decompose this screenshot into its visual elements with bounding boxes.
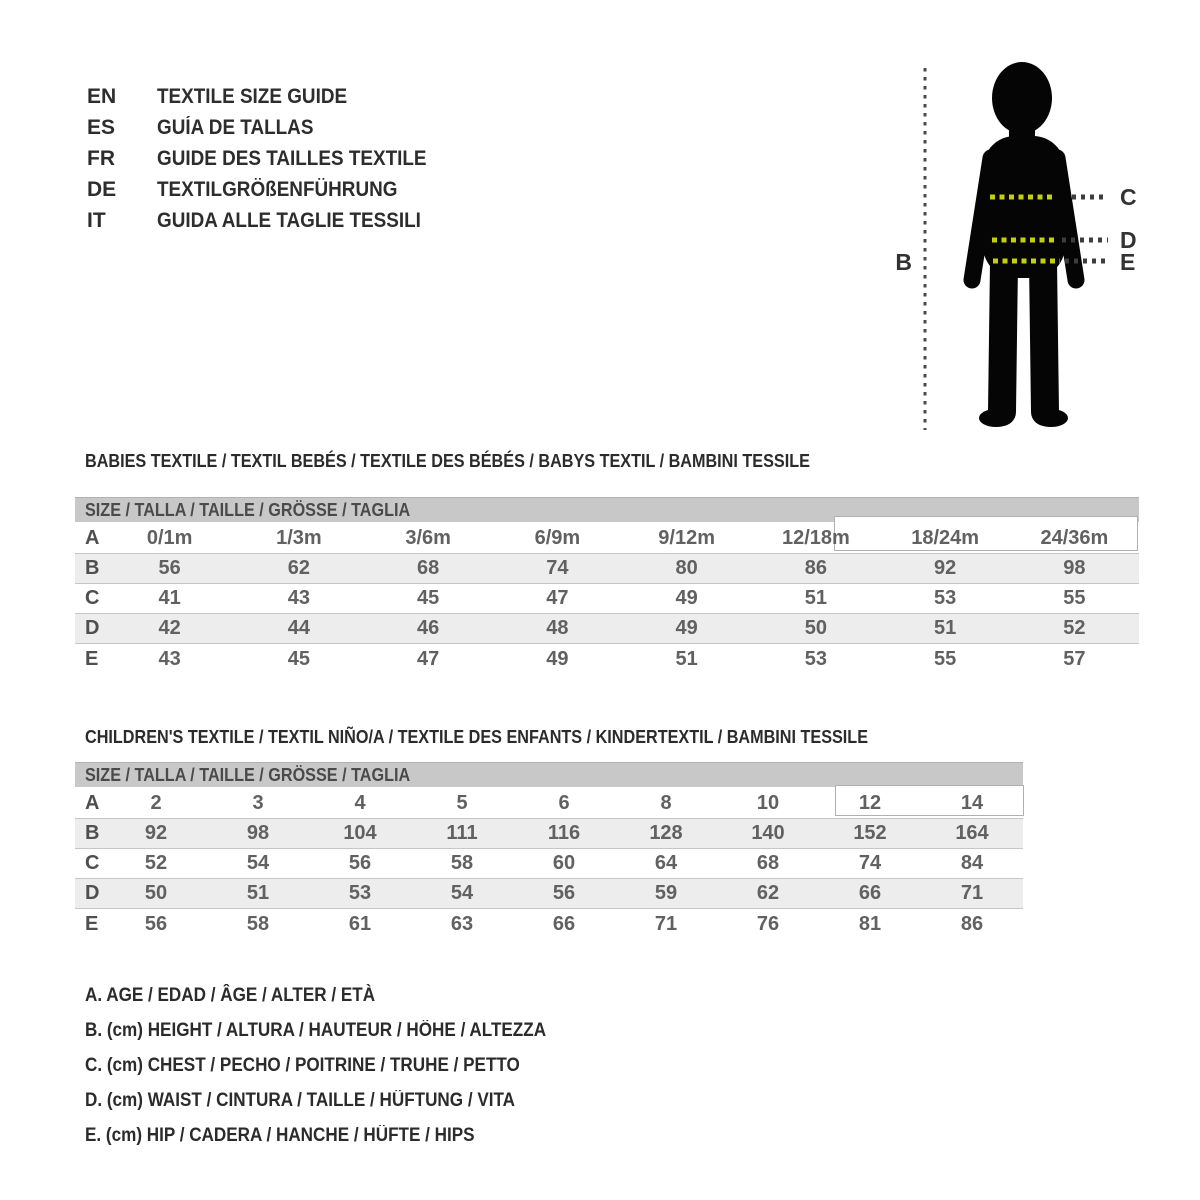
size-cell: 5 xyxy=(456,792,468,814)
table-row-D xyxy=(75,614,1139,644)
size-cell: 50 xyxy=(144,882,168,904)
height-label: B xyxy=(895,249,912,275)
table-row-C xyxy=(75,584,1139,614)
table-row-C xyxy=(75,849,1023,879)
size-cell: 71 xyxy=(960,882,984,904)
size-cell: 53 xyxy=(934,587,957,609)
size-cell: 52 xyxy=(144,852,168,874)
size-cell: 56 xyxy=(158,557,181,579)
size-cell: 41 xyxy=(158,587,181,609)
size-header-bar xyxy=(75,762,1023,787)
size-cell: 14 xyxy=(960,792,984,814)
size-cell: 59 xyxy=(654,882,678,904)
row-label: B xyxy=(85,557,100,579)
language-title: GUIDA ALLE TAGLIE TESSILI xyxy=(157,208,421,232)
size-cell: 1/3m xyxy=(276,527,322,549)
size-cell: 54 xyxy=(450,882,474,904)
size-cell: 71 xyxy=(654,912,678,935)
language-row xyxy=(87,174,456,205)
legend-text: E. (cm) HIP / CADERA / HANCHE / HÜFTE / HIPS xyxy=(85,1124,475,1146)
children-section-heading xyxy=(85,727,955,747)
language-title: TEXTILGRÖßENFÜHRUNG xyxy=(157,177,398,201)
measurement-legend xyxy=(85,978,597,1153)
language-code: EN xyxy=(87,84,117,108)
size-cell: 49 xyxy=(546,647,569,670)
size-cell: 58 xyxy=(246,912,270,935)
legend-text: A. AGE / EDAD / ÂGE / ALTER / ETÀ xyxy=(85,984,376,1006)
language-row xyxy=(87,112,456,143)
size-cell: 62 xyxy=(756,882,780,904)
size-cell: 104 xyxy=(343,822,377,844)
size-cell: 24/36m xyxy=(1040,527,1109,549)
row-label: A xyxy=(85,792,100,814)
babies-section-heading-text: BABIES TEXTILE / TEXTIL BEBÉS / TEXTILE DES BÉBÉS / BABYS TEXTIL / BAMBINI TESSILE xyxy=(85,451,810,471)
legend-row xyxy=(85,978,597,1013)
language-title: GUÍA DE TALLAS xyxy=(157,115,314,139)
size-cell: 56 xyxy=(552,882,576,904)
table-row-E xyxy=(75,644,1139,674)
size-cell: 60 xyxy=(552,852,576,874)
size-cell: 50 xyxy=(804,617,827,639)
size-cell: 49 xyxy=(675,617,698,639)
size-cell: 10 xyxy=(756,792,780,814)
language-row xyxy=(87,143,456,174)
babies-size-table xyxy=(75,497,1139,674)
size-cell: 64 xyxy=(654,852,678,874)
size-cell: 47 xyxy=(546,587,569,609)
table-row-A xyxy=(75,524,1139,554)
legend-row xyxy=(85,1013,597,1048)
size-cell: 56 xyxy=(144,912,168,935)
table-row-B xyxy=(75,554,1139,584)
size-cell: 6/9m xyxy=(534,527,581,549)
size-cell: 66 xyxy=(552,912,576,935)
child-silhouette xyxy=(972,62,1076,427)
chest-label: C xyxy=(1120,184,1137,210)
legend-text: B. (cm) HEIGHT / ALTURA / HAUTEUR / HÖHE / ALTEZZA xyxy=(85,1019,547,1041)
size-cell: 4 xyxy=(354,792,366,814)
size-cell: 44 xyxy=(287,617,310,639)
size-cell: 86 xyxy=(960,912,984,935)
size-cell: 63 xyxy=(450,912,474,935)
size-cell: 51 xyxy=(675,647,698,670)
size-cell: 43 xyxy=(158,647,181,670)
language-title: GUIDE DES TAILLES TEXTILE xyxy=(157,146,427,170)
size-cell: 48 xyxy=(546,617,569,639)
size-cell: 12 xyxy=(858,792,882,814)
language-row xyxy=(87,81,456,112)
size-cell: 3 xyxy=(252,792,264,814)
size-cell: 3/6m xyxy=(405,527,451,549)
size-cell: 47 xyxy=(417,647,440,670)
size-cell: 62 xyxy=(287,557,310,579)
size-cell: 42 xyxy=(158,617,181,639)
language-code: ES xyxy=(87,115,116,139)
size-cell: 152 xyxy=(853,822,887,844)
legend-row xyxy=(85,1048,597,1083)
size-cell: 68 xyxy=(756,852,780,874)
size-cell: 6 xyxy=(558,792,570,814)
row-label: E xyxy=(85,912,99,935)
size-cell: 58 xyxy=(450,852,474,874)
size-cell: 111 xyxy=(446,822,478,844)
size-cell: 81 xyxy=(858,912,882,935)
language-code: DE xyxy=(87,177,117,201)
size-cell: 74 xyxy=(858,852,882,874)
table-row-B xyxy=(75,819,1023,849)
size-cell: 116 xyxy=(547,822,581,844)
row-label: C xyxy=(85,587,100,609)
size-cell: 8 xyxy=(660,792,672,814)
babies-section-heading xyxy=(85,451,890,471)
waist-label: D xyxy=(1120,227,1137,253)
size-cell: 51 xyxy=(246,882,270,904)
size-cell: 0/1m xyxy=(146,527,193,549)
language-row xyxy=(87,205,456,236)
size-header-label: SIZE / TALLA / TAILLE / GRÖSSE / TAGLIA xyxy=(85,765,411,785)
size-cell: 12/18m xyxy=(781,527,850,549)
size-cell: 55 xyxy=(1063,587,1086,609)
size-cell: 61 xyxy=(348,912,372,935)
size-cell: 92 xyxy=(934,557,957,579)
language-title-list xyxy=(87,81,456,236)
legend-text: D. (cm) WAIST / CINTURA / TAILLE / HÜFTUNG / VITA xyxy=(85,1089,516,1111)
table-row-E xyxy=(75,909,1023,939)
language-code: IT xyxy=(87,208,106,232)
size-cell: 54 xyxy=(246,852,270,874)
size-cell: 128 xyxy=(649,822,683,844)
size-cell: 2 xyxy=(150,792,162,814)
size-cell: 53 xyxy=(804,647,827,670)
size-cell: 98 xyxy=(1063,557,1086,579)
size-cell: 51 xyxy=(804,587,827,609)
size-cell: 52 xyxy=(1063,617,1086,639)
size-cell: 57 xyxy=(1063,647,1086,670)
size-cell: 45 xyxy=(417,587,440,609)
legend-text: C. (cm) CHEST / PECHO / POITRINE / TRUHE / PETTO xyxy=(85,1054,520,1076)
size-cell: 53 xyxy=(348,882,372,904)
children-section-heading-text: CHILDREN'S TEXTILE / TEXTIL NIÑO/A / TEXTILE DES ENFANTS / KINDERTEXTIL / BAMBINI TESSILE xyxy=(85,727,869,747)
size-cell: 164 xyxy=(955,822,989,844)
row-label: C xyxy=(85,852,100,874)
hip-label: E xyxy=(1120,249,1136,275)
size-cell: 92 xyxy=(144,822,168,844)
size-cell: 80 xyxy=(675,557,698,579)
size-cell: 18/24m xyxy=(911,527,980,549)
size-cell: 68 xyxy=(417,557,440,579)
size-cell: 55 xyxy=(934,647,957,670)
language-code: FR xyxy=(87,146,115,170)
size-cell: 140 xyxy=(751,822,785,844)
size-cell: 9/12m xyxy=(658,527,715,549)
language-title: TEXTILE SIZE GUIDE xyxy=(157,84,348,108)
size-cell: 84 xyxy=(960,852,984,874)
size-cell: 86 xyxy=(804,557,827,579)
size-cell: 45 xyxy=(287,647,310,670)
row-label: A xyxy=(85,527,100,549)
size-cell: 51 xyxy=(934,617,957,639)
size-header-label: SIZE / TALLA / TAILLE / GRÖSSE / TAGLIA xyxy=(85,500,411,520)
legend-row xyxy=(85,1118,597,1153)
child-measurement-figure xyxy=(880,50,1160,450)
size-cell: 56 xyxy=(348,852,372,874)
size-cell: 49 xyxy=(675,587,698,609)
size-cell: 46 xyxy=(417,617,440,639)
size-cell: 74 xyxy=(546,557,569,579)
size-cell: 76 xyxy=(756,912,780,935)
children-size-table xyxy=(75,762,1023,939)
size-cell: 98 xyxy=(246,822,270,844)
table-row-D xyxy=(75,879,1023,909)
row-label: E xyxy=(85,647,99,670)
table-row-A xyxy=(75,789,1023,819)
row-label: B xyxy=(85,822,100,844)
row-label: D xyxy=(85,617,100,639)
row-label: D xyxy=(85,882,100,904)
size-cell: 43 xyxy=(287,587,310,609)
legend-row xyxy=(85,1083,597,1118)
size-cell: 66 xyxy=(858,882,882,904)
